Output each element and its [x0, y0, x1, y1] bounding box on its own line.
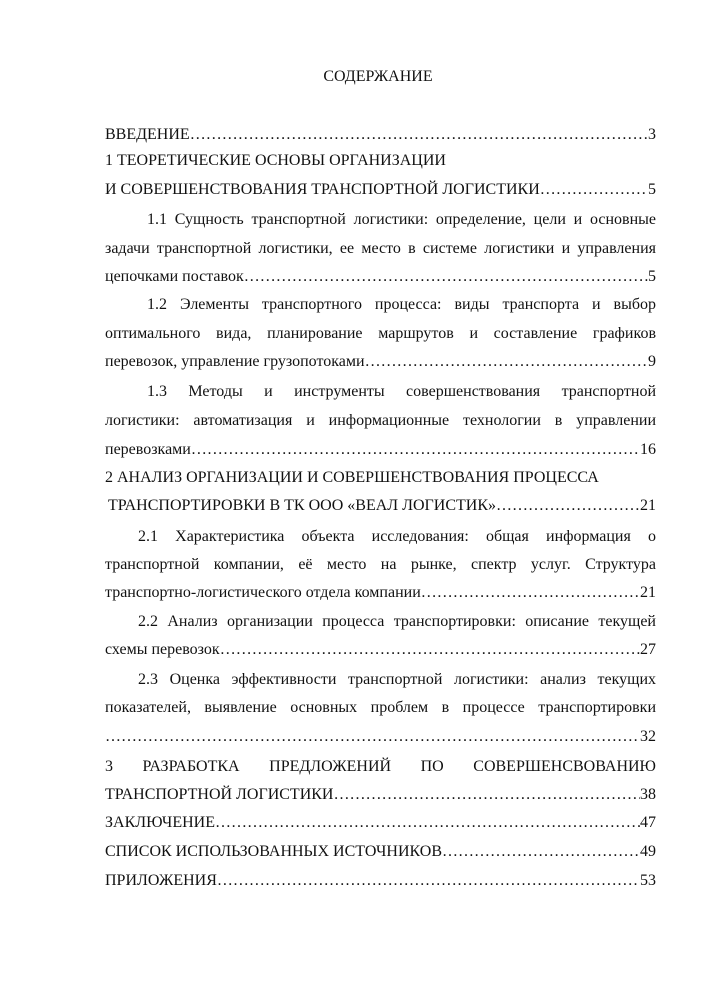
- toc-entry-text-line: 1.3 Методы и инструменты совершенствования транспортной: [147, 383, 656, 400]
- toc-entry-text: перевозками: [105, 441, 191, 458]
- dot-leader: [244, 266, 648, 288]
- page-title: СОДЕРЖАНИЕ: [323, 68, 433, 85]
- toc-entry-line-10: [105, 784, 656, 806]
- toc-entry-line-9: [105, 726, 656, 748]
- toc-page-number: 47: [640, 814, 656, 831]
- toc-entry-text: И СОВЕРШЕНСТВОВАНИЯ ТРАНСПОРТНОЙ ЛОГИСТИКИ: [105, 181, 540, 198]
- toc-entry-line-6: [108, 495, 656, 517]
- toc-page-number: 16: [640, 441, 656, 458]
- toc-entry-text-line: транспортной компании, её место на рынке, спектр услуг. Структура: [105, 556, 656, 573]
- toc-entry-line-1: [105, 124, 656, 146]
- toc-entry-text-line: 2.3 Оценка эффективности транспортной логистики: анализ текущих: [138, 671, 656, 688]
- toc-entry-text-line: 1.2 Элементы транспортного процесса: виды транспорта и выбор: [147, 296, 656, 313]
- toc-page-number: 49: [640, 843, 656, 860]
- toc-page-number: 21: [640, 584, 656, 601]
- toc-page-number: 38: [640, 786, 656, 803]
- toc-entry-line-4: [105, 351, 656, 373]
- toc-entry-line-2: [105, 179, 656, 201]
- toc-entry-line-3: [105, 266, 656, 288]
- toc-page-number: 27: [640, 641, 656, 658]
- toc-entry-line-13: [105, 870, 656, 892]
- toc-page-number: 3: [648, 126, 656, 143]
- dot-leader: [333, 784, 640, 806]
- dot-leader: [442, 841, 640, 863]
- toc-entry-text-line: задачи транспортной логистики, ее место в системе логистики и управления: [105, 240, 656, 257]
- dot-leader: [190, 124, 648, 146]
- dot-leader: [105, 726, 640, 748]
- toc-entry-text-line: 3 РАЗРАБОТКА ПРЕДЛОЖЕНИЙ ПО СОВЕРШЕНСВОВАНИЮ: [105, 758, 656, 775]
- toc-entry-line-12: [105, 841, 656, 863]
- toc-entry-text: ВВЕДЕНИЕ: [105, 126, 190, 143]
- toc-entry-text: транспортно-логистического отдела компании: [105, 584, 421, 601]
- toc-entry-line-8: [105, 639, 656, 661]
- toc-page-number: 53: [640, 872, 656, 889]
- toc-page-number: 5: [648, 181, 656, 198]
- toc-entry-text-line: 2.1 Характеристика объекта исследования: общая информация о: [138, 528, 656, 545]
- toc-entry-line-11: [105, 812, 656, 834]
- toc-entry-text-line: оптимального вида, планирование маршрутов и составление графиков: [105, 325, 656, 342]
- dot-leader: [215, 812, 640, 834]
- toc-entry-text-line: показателей, выявление основных проблем в процессе транспортировки: [105, 699, 656, 716]
- toc-page-number: 21: [640, 497, 656, 514]
- toc-entry-text: СПИСОК ИСПОЛЬЗОВАННЫХ ИСТОЧНИКОВ: [105, 843, 443, 860]
- toc-entry-text: ТРАНСПОРТНОЙ ЛОГИСТИКИ: [105, 786, 334, 803]
- dot-leader: [365, 351, 648, 373]
- toc-entry-text: цепочками поставок: [105, 268, 244, 285]
- toc-entry-text: схемы перевозок: [105, 641, 220, 658]
- toc-page-number: 5: [648, 268, 656, 285]
- dot-leader: [217, 870, 640, 892]
- toc-page-number: 9: [648, 353, 656, 370]
- toc-entry-line-5: [105, 439, 656, 461]
- dot-leader: [191, 439, 640, 461]
- toc-entry-text: перевозок, управление грузопотоками: [105, 353, 365, 370]
- toc-entry-text-line: логистики: автоматизация и информационные технологии в управлении: [105, 412, 656, 429]
- toc-entry-line-7: [105, 582, 656, 604]
- toc-entry-text: ТРАНСПОРТИРОВКИ В ТК ООО «ВЕАЛ ЛОГИСТИК»: [108, 497, 496, 514]
- toc-entry-text-line: 2 АНАЛИЗ ОРГАНИЗАЦИИ И СОВЕРШЕНСТВОВАНИЯ ПРОЦЕССА: [105, 469, 599, 486]
- dot-leader: [220, 639, 640, 661]
- toc-page-number: 32: [640, 728, 656, 745]
- toc-entry-text: ЗАКЛЮЧЕНИЕ: [105, 814, 215, 831]
- toc-entry-text-line: 1 ТЕОРЕТИЧЕСКИЕ ОСНОВЫ ОРГАНИЗАЦИИ: [105, 152, 446, 169]
- dot-leader: [421, 582, 640, 604]
- dot-leader: [540, 179, 648, 201]
- toc-entry-text-line: 1.1 Сущность транспортной логистики: определение, цели и основные: [147, 211, 656, 228]
- toc-entry-text-line: 2.2 Анализ организации процесса транспортировки: описание текущей: [138, 613, 656, 630]
- dot-leader: [496, 495, 640, 517]
- toc-entry-text: ПРИЛОЖЕНИЯ: [105, 872, 217, 889]
